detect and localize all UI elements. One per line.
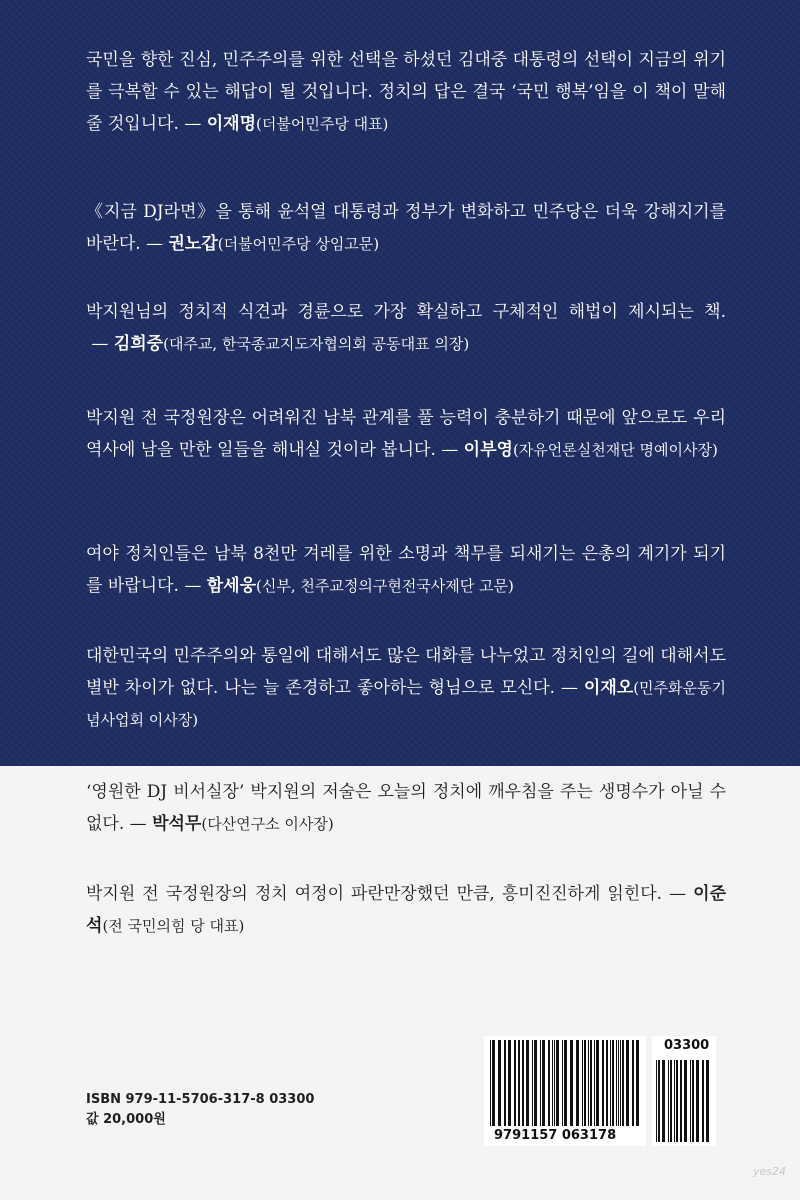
barcode-bar bbox=[636, 1040, 639, 1126]
barcode-bar bbox=[564, 1040, 567, 1126]
endorsement-quote bbox=[86, 402, 726, 466]
barcode-digits: 9791157 063178 bbox=[494, 1128, 617, 1143]
endorsement-author: 이준석 bbox=[86, 884, 727, 936]
barcode-bar bbox=[590, 1040, 592, 1126]
barcode-addon-digits: 03300 bbox=[664, 1038, 710, 1053]
endorsement-text: 박지원 전 국정원장은 어려워진 남북 관계를 풀 능력이 충분하기 때문에 앞으로도 우리 역사에 남을 만한 일들을 해내실 것이라 봅니다. bbox=[86, 408, 726, 460]
endorsement-quote bbox=[86, 640, 726, 736]
barcode-bar bbox=[508, 1040, 511, 1126]
barcode-addon bbox=[652, 1036, 716, 1146]
barcode-bar bbox=[554, 1040, 555, 1126]
barcode-bar bbox=[552, 1040, 553, 1126]
barcode-ean13 bbox=[484, 1036, 646, 1146]
barcode-bar bbox=[658, 1060, 660, 1142]
endorsement-quote bbox=[86, 196, 726, 260]
price-text: 값 20,000원 bbox=[86, 1112, 166, 1127]
barcode-bar bbox=[522, 1040, 524, 1126]
barcode-bar bbox=[668, 1060, 669, 1142]
barcode-bar bbox=[616, 1040, 617, 1126]
barcode-bar bbox=[514, 1040, 516, 1126]
endorsement-role: (더불어민주당 상임고문) bbox=[217, 235, 380, 253]
endorsement-text: 박지원님의 정치적 식견과 경륜으로 가장 확실하고 구체적인 해법이 제시되는 책. bbox=[86, 302, 726, 322]
endorsement-role: (민주화운동기념사업회 이사장) bbox=[86, 679, 726, 729]
barcode-bar bbox=[612, 1040, 614, 1126]
barcode-addon-bars bbox=[652, 1056, 716, 1144]
barcode-bar bbox=[622, 1040, 624, 1126]
barcode-bar bbox=[610, 1040, 611, 1126]
endorsement-dash: — bbox=[140, 234, 169, 254]
barcode-bar bbox=[702, 1060, 704, 1142]
endorsement-dash: — bbox=[178, 576, 207, 596]
endorsement-dash: — bbox=[178, 114, 207, 134]
barcode-bar bbox=[684, 1060, 687, 1142]
endorsement-role: (다산연구소 이사장) bbox=[201, 815, 334, 833]
endorsement-role: (전 국민의힘 당 대표) bbox=[102, 917, 245, 935]
endorsement-dash: — bbox=[555, 678, 584, 698]
barcode-bar bbox=[492, 1040, 495, 1126]
endorsement-role: (자유언론실천재단 명예이사장) bbox=[512, 441, 718, 459]
barcode-bar bbox=[498, 1040, 501, 1126]
barcode-bars bbox=[484, 1036, 646, 1128]
barcode-bar bbox=[692, 1060, 694, 1142]
barcode-bar bbox=[680, 1060, 682, 1142]
endorsement-author: 이재명 bbox=[206, 114, 257, 134]
barcode-bar bbox=[620, 1040, 621, 1126]
barcode-bar bbox=[606, 1040, 608, 1126]
endorsement-author: 박석무 bbox=[152, 814, 202, 834]
barcode-bar bbox=[626, 1040, 629, 1126]
barcode-bar bbox=[570, 1040, 573, 1126]
barcode-bar bbox=[676, 1060, 678, 1142]
endorsement-role: (신부, 천주교정의구현전국사제단 고문) bbox=[256, 577, 514, 595]
barcode-bar bbox=[526, 1040, 529, 1126]
endorsement-role: (대주교, 한국종교지도자협의회 공동대표 의장) bbox=[163, 335, 470, 353]
endorsement-quote bbox=[86, 776, 726, 840]
endorsement-author: 김희중 bbox=[113, 334, 164, 354]
endorsement-author: 이부영 bbox=[463, 440, 513, 460]
endorsement-text: 박지원 전 국정원장의 정치 여정이 파란만장했던 만큼, 흥미진진하게 읽힌다. bbox=[86, 884, 663, 904]
barcode-bar bbox=[602, 1040, 604, 1126]
isbn-price-block bbox=[86, 1090, 314, 1130]
barcode-bar bbox=[588, 1040, 589, 1126]
barcode-bar bbox=[576, 1040, 579, 1126]
endorsement-quote bbox=[86, 878, 726, 942]
barcode-bar bbox=[690, 1060, 691, 1142]
endorsement-text: 여야 정치인들은 남북 8천만 겨레를 위한 소명과 책무를 되새기는 은총의 계기가 되기를 바랍니다. bbox=[86, 544, 726, 596]
barcode-bar bbox=[674, 1060, 675, 1142]
endorsement-author: 함세웅 bbox=[206, 576, 257, 596]
barcode-bar bbox=[490, 1040, 491, 1126]
endorsement-role: (더불어민주당 대표) bbox=[256, 115, 389, 133]
barcode-bar bbox=[542, 1040, 545, 1126]
endorsement-text: 국민을 향한 진심, 민주주의를 위한 선택을 하셨던 김대중 대통령의 선택이 지금의 위기를 극복할 수 있는 해답이 될 것입니다. 정치의 답은 결국 ‘국민 행복’임을 이 책이 말해줄 것입니다. bbox=[86, 50, 726, 134]
barcode-bar bbox=[504, 1040, 506, 1126]
endorsement-quote bbox=[86, 44, 726, 140]
isbn-text: ISBN 979-11-5706-317-8 03300 bbox=[86, 1092, 315, 1107]
endorsement-quote bbox=[86, 296, 726, 360]
barcode-bar bbox=[670, 1060, 672, 1142]
barcode-bar bbox=[656, 1060, 657, 1142]
endorsement-author: 이재오 bbox=[583, 678, 634, 698]
barcode-bar bbox=[594, 1040, 595, 1126]
endorsement-dash: — bbox=[86, 334, 114, 354]
barcode-bar bbox=[632, 1040, 634, 1126]
endorsement-text: 대한민국의 민주주의와 통일에 대해서도 많은 대화를 나누었고 정치인의 길에 대해서도 별반 차이가 없다. 나는 늘 존경하고 좋아하는 형님으로 모신다. bbox=[86, 646, 726, 698]
barcode-bar bbox=[618, 1040, 619, 1126]
endorsement-text: ‘영원한 DJ 비서실장’ 박지원의 저술은 오늘의 정치에 깨우침을 주는 생명수가 아닐 수 없다. bbox=[86, 782, 726, 834]
barcode-bar bbox=[518, 1040, 520, 1126]
barcode-bar bbox=[562, 1040, 563, 1126]
endorsement-author: 권노갑 bbox=[168, 234, 218, 254]
endorsement-dash: — bbox=[662, 884, 694, 904]
barcode-bar bbox=[584, 1040, 586, 1126]
barcode-bar bbox=[706, 1060, 709, 1142]
barcode-bar bbox=[540, 1040, 541, 1126]
endorsement-quote bbox=[86, 538, 726, 602]
barcode-bar bbox=[532, 1040, 533, 1126]
endorsement-dash: — bbox=[435, 440, 464, 460]
barcode-bar bbox=[582, 1040, 583, 1126]
barcode-bar bbox=[596, 1040, 599, 1126]
barcode-bar bbox=[662, 1060, 665, 1142]
barcode-bar bbox=[548, 1040, 550, 1126]
yes24-watermark: yes24 bbox=[752, 1165, 786, 1178]
barcode-bar bbox=[696, 1060, 699, 1142]
barcode-bar bbox=[556, 1040, 559, 1126]
endorsement-dash: — bbox=[124, 814, 153, 834]
barcode-bar bbox=[534, 1040, 537, 1126]
endorsement-text: 《지금 DJ라면》을 통해 윤석열 대통령과 정부가 변화하고 민주당은 더욱 강해지기를 바란다. bbox=[86, 202, 726, 254]
